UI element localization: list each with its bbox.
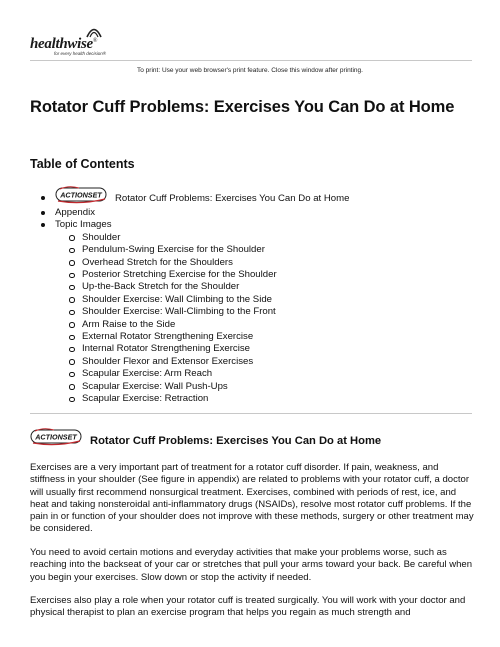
body-paragraph: Exercises also play a role when your rotator cuff is treated surgically. You will work with your doctor and physical therapist to plan an exercise program that helps you regain as much strength and [30,595,466,619]
toc-subitem[interactable] [30,269,470,281]
toc-subitem[interactable] [30,368,470,380]
toc-subitem[interactable] [30,319,470,331]
actionset-badge-label: ACTIONSET [60,190,102,200]
body-paragraph: You need to avoid certain motions and everyday activities that make your problems worse, such as reaching into the backseat of your car or stretches that pull your arms toward your back. Be careful when you begin your exercises. Slow down or stop the activity if needed. [30,547,473,583]
toc-item-topic-images[interactable] [30,219,470,231]
toc-item-actionset[interactable] [30,186,470,207]
toc-sublink[interactable]: Arm Raise to the Side [82,318,176,330]
toc-sublink[interactable]: Shoulder Exercise: Wall-Climbing to the Front [82,306,276,318]
toc-subitem[interactable] [30,306,470,318]
toc-sublink[interactable]: Scapular Exercise: Retraction [82,393,209,405]
circle-bullet-icon [69,397,75,403]
healthwise-logo [30,26,120,62]
toc-subitem[interactable] [30,393,470,405]
actionset-badge-icon [55,186,108,204]
toc-sublink[interactable]: Internal Rotator Strengthening Exercise [82,343,250,355]
bullet-icon [41,196,45,200]
bullet-icon [41,211,45,215]
toc-subitem[interactable] [30,331,470,343]
circle-bullet-icon [69,384,75,390]
toc-link-appendix[interactable]: Appendix [55,207,96,218]
toc-sublink[interactable]: Scapular Exercise: Wall Push-Ups [82,380,228,392]
toc-subitem[interactable] [30,356,470,368]
toc-sublink[interactable]: Scapular Exercise: Arm Reach [82,368,213,380]
circle-bullet-icon [69,359,75,365]
circle-bullet-icon [69,248,75,254]
circle-bullet-icon [69,322,75,328]
circle-bullet-icon [69,335,75,341]
header-rule [30,60,472,61]
toc-subitem[interactable] [30,294,470,306]
toc-heading: Table of Contents [30,157,135,171]
toc-subitem[interactable] [30,257,470,269]
logo-wordmark: healthwise® [30,36,98,52]
circle-bullet-icon [69,235,75,241]
toc-sublink[interactable]: Shoulder [82,231,121,243]
toc-sublink[interactable]: Shoulder Flexor and Extensor Exercises [82,355,254,367]
circle-bullet-icon [69,297,75,303]
body-paragraph: Exercises are a very important part of treatment for a rotator cuff disorder. If pain, weakness, and stiffness in your shoulder (See figure in appendix) are related to problems with your rotator cuff, a doctor will usually first recommend nonsurgical treatment. Exercises, combined with periods of rest, ice, and heat and taking nonsteroidal anti-inflammatory drugs (NSAIDs), resolve most rotator cuff problems. If the pain in or function of your shoulder does not improve with these methods, surgery or other treatment may be considered. [30,462,474,535]
table-of-contents [30,186,470,406]
toc-subitem[interactable] [30,381,470,393]
toc-link-topic-images[interactable]: Topic Images [55,219,112,231]
actionset-badge-icon [30,428,83,446]
section-rule [30,413,472,414]
toc-subitem[interactable] [30,244,470,256]
page-title: Rotator Cuff Problems: Exercises You Can Do at Home [30,98,455,116]
toc-sublink[interactable]: Shoulder Exercise: Wall Climbing to the Side [82,293,273,305]
toc-subitem[interactable] [30,343,470,355]
toc-link-actionset[interactable]: Rotator Cuff Problems: Exercises You Can Do at Home [115,193,350,204]
actionset-badge-label: ACTIONSET [35,432,77,442]
print-instruction: To print: Use your web browser's print feature. Close this window after printing. [137,67,363,74]
toc-subitem[interactable] [30,281,470,293]
toc-item-appendix[interactable] [30,207,470,219]
circle-bullet-icon [69,273,75,279]
circle-bullet-icon [69,372,75,378]
toc-sublink[interactable]: Pendulum-Swing Exercise for the Shoulder [82,244,265,256]
toc-subitem[interactable] [30,232,470,244]
circle-bullet-icon [69,285,75,291]
toc-sublink[interactable]: Overhead Stretch for the Shoulders [82,256,233,268]
toc-sublink[interactable]: Posterior Stretching Exercise for the Shoulder [82,269,277,281]
circle-bullet-icon [69,310,75,316]
logo-tagline: for every health decision® [54,51,107,56]
toc-sublink[interactable]: External Rotator Strengthening Exercise [82,331,254,343]
bullet-icon [41,223,45,227]
section-title: Rotator Cuff Problems: Exercises You Can Do at Home [90,435,382,447]
toc-sublink[interactable]: Up-the-Back Stretch for the Shoulder [82,281,240,293]
circle-bullet-icon [69,260,75,266]
circle-bullet-icon [69,347,75,353]
